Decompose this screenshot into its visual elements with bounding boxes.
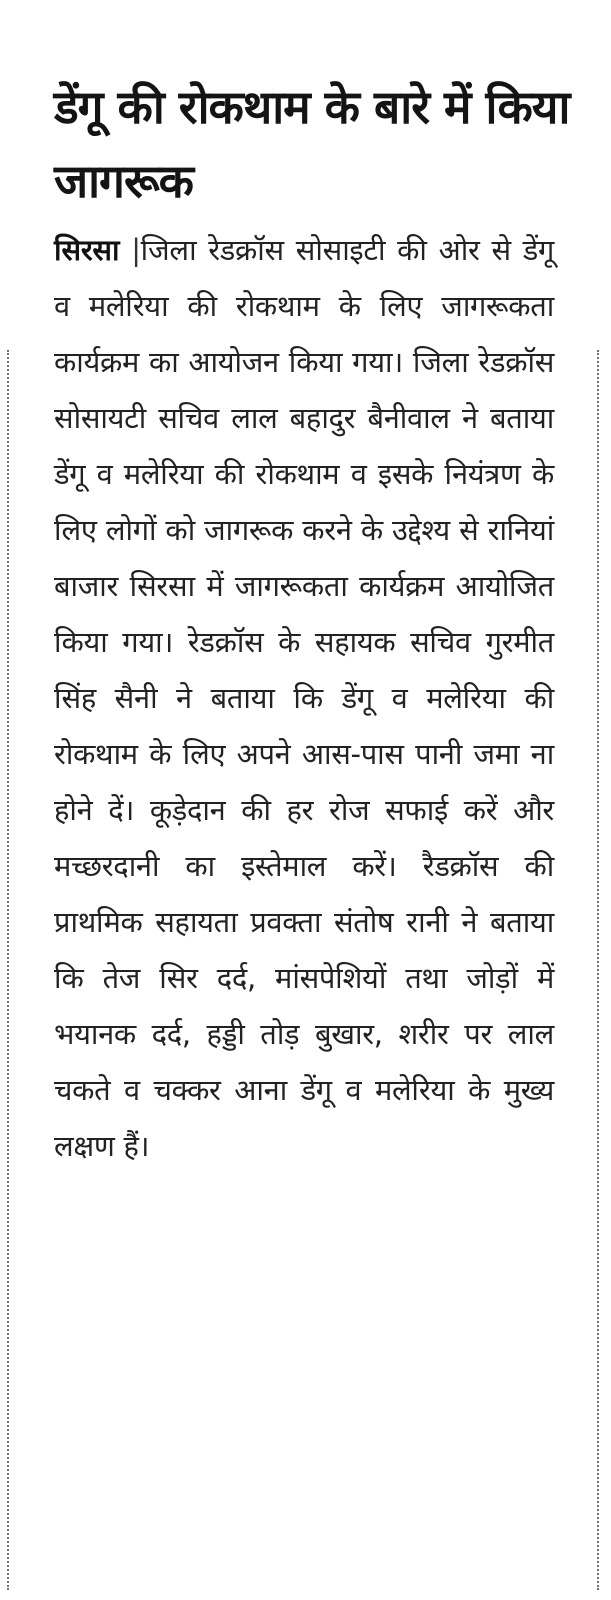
article-headline: डेंगू की रोकथाम के बारे में किया जागरूक — [54, 80, 570, 208]
article-body-text: जिला रेडक्रॉस सोसाइटी की ओर से डेंगू व मलेरिया की रोकथाम के लिए जागरूकता कार्यक्रम का आयोजन किया गया। जिला रेडक्रॉस सोसायटी सचिव लाल बहादुर बैनीवाल ने बताया डेंगू व मलेरिया की रोकथाम व इसके नियंत्रण के लिए लोगों को जागरूक करने के उद्देश्य से रानियां बाजार सिरसा में जागरूकता कार्यक्रम आयोजित किया गया। रेडक्रॉस के सहायक सचिव गुरमीत सिंह सैनी ने बताया कि डेंगू व मलेरिया की रोकथाम के लिए अपने आस-पास पानी जमा ना होने दें। कूड़ेदान की हर रोज सफाई करें और मच्छरदानी का इस्तेमाल करें। रैडक्रॉस की प्राथमिक सहायता प्रवक्ता संतोष रानी ने बताया कि तेज सिर दर्द, मांसपेशियों तथा जोड़ों में भयानक दर्द, हड्डी तोड़ बुखार, शरीर पर लाल चकते व चक्कर आना डेंगू व मलेरिया के मुख्य लक्षण हैं। — [54, 233, 555, 1163]
article-dateline: सिरसा — [54, 233, 120, 267]
dateline-separator: | — [131, 233, 141, 267]
article-body — [54, 222, 554, 1174]
left-column-rule — [7, 350, 9, 1590]
right-column-rule — [597, 350, 599, 1590]
